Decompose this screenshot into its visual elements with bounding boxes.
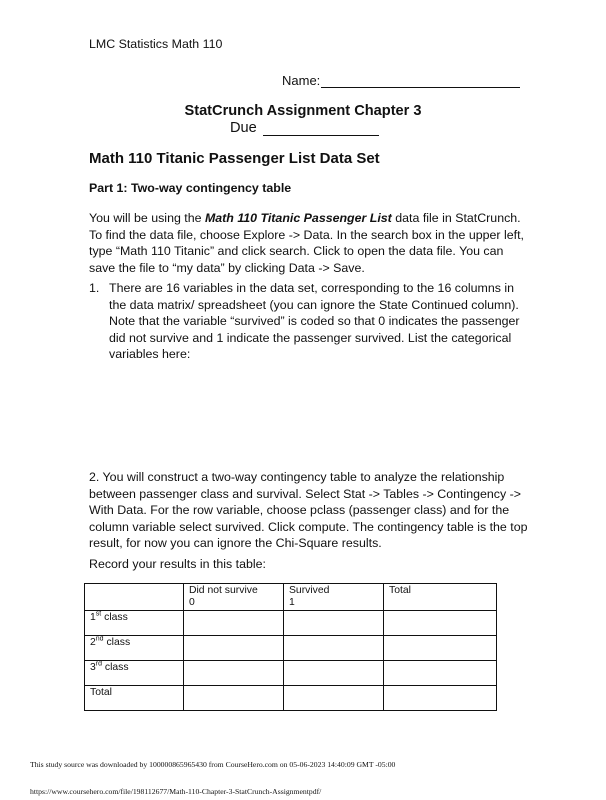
intro-text-pre: You will be using the [89, 211, 205, 225]
due-label: Due [230, 120, 257, 136]
row-label-suffix: nd [95, 635, 104, 643]
row-label-text: class [103, 637, 131, 648]
data-file-name: Math 110 Titanic Passenger List [204, 211, 392, 225]
download-source-line: This study source was downloaded by 100000865965430 from CourseHero.com on 05-06-2023 14:40:09 GMT -05:00 [30, 760, 396, 769]
name-field [282, 73, 520, 88]
answer-cell[interactable] [184, 611, 284, 636]
table-row-total [85, 686, 497, 711]
row-label-num: 2 [90, 637, 96, 648]
table-row-2nd-class [85, 636, 497, 661]
name-blank-line [321, 73, 520, 88]
answer-cell[interactable] [184, 636, 284, 661]
header-code: 1 [289, 597, 295, 608]
question-2-text: 2. You will construct a two-way contingency table to analyze the relationship between passenger class and survival. Select Stat -> Tables -> Contingency -> With Data. For the row variable, choose pclass (passenger class) and for the column variable select survived. Click compute. The contingency table is the top result, for now you can ignore the Chi-Square results. [89, 470, 528, 551]
row-label [85, 636, 184, 661]
due-field [230, 119, 379, 136]
row-label-num: 3 [90, 662, 96, 673]
question-1-text: There are 16 variables in the data set, corresponding to the 16 columns in the data matrix/ spreadsheet (you can ignore the State Continued column). Note that the variable “survived” is coded so that 0 indicates the passenger did not survive and 1 indicate the passenger survived. List the categorical variables here: [109, 281, 520, 362]
row-label-num: 1 [90, 612, 96, 623]
answer-cell[interactable] [284, 686, 384, 711]
table-header-row [85, 584, 497, 611]
source-url: https://www.coursehero.com/file/198112677/Math-110-Chapter-3-StatCrunch-Assignmentpdf/ [30, 787, 322, 796]
answer-cell[interactable] [184, 661, 284, 686]
record-instruction: Record your results in this table: [89, 557, 266, 571]
name-label: Name: [282, 73, 321, 88]
row-label-text: class [101, 612, 128, 623]
row-label-num: Total [90, 687, 112, 698]
answer-cell[interactable] [384, 661, 497, 686]
course-header: LMC Statistics Math 110 [89, 37, 223, 51]
row-label-suffix: rd [95, 660, 103, 668]
row-label-text: class [102, 662, 129, 673]
table-row-3rd-class [85, 661, 497, 686]
header-label: Did not survive [189, 585, 258, 596]
intro-text-post: data file in StatCrunch. To find the data file, choose Explore -> Data. In the search box in the upper left, type “Math 110 Titanic” and click search. Click to open the data file. You can save the file to “my data” by clicking Data -> Save. [89, 211, 524, 275]
question-1-number: 1. [89, 281, 100, 295]
question-1 [89, 280, 529, 363]
header-label: Survived [289, 585, 330, 596]
answer-cell[interactable] [284, 611, 384, 636]
row-label [85, 661, 184, 686]
header-code: 0 [189, 597, 195, 608]
part1-heading: Part 1: Two-way contingency table [89, 181, 292, 195]
answer-cell[interactable] [384, 636, 497, 661]
header-cell-corner [85, 584, 184, 611]
results-table [84, 583, 497, 711]
header-cell-survived [284, 584, 384, 611]
header-label: Total [389, 585, 411, 596]
answer-cell[interactable] [284, 661, 384, 686]
intro-paragraph [89, 210, 529, 276]
header-cell-total [384, 584, 497, 611]
header-cell-did-not-survive [184, 584, 284, 611]
assignment-title: StatCrunch Assignment Chapter 3 [184, 103, 422, 119]
answer-cell[interactable] [384, 686, 497, 711]
answer-cell[interactable] [284, 636, 384, 661]
row-label [85, 686, 184, 711]
row-label [85, 611, 184, 636]
table-row-1st-class [85, 611, 497, 636]
answer-cell[interactable] [384, 611, 497, 636]
answer-cell[interactable] [184, 686, 284, 711]
row-label-suffix: st [95, 610, 102, 618]
data-set-heading: Math 110 Titanic Passenger List Data Set [89, 150, 380, 167]
due-blank-line [263, 119, 379, 136]
